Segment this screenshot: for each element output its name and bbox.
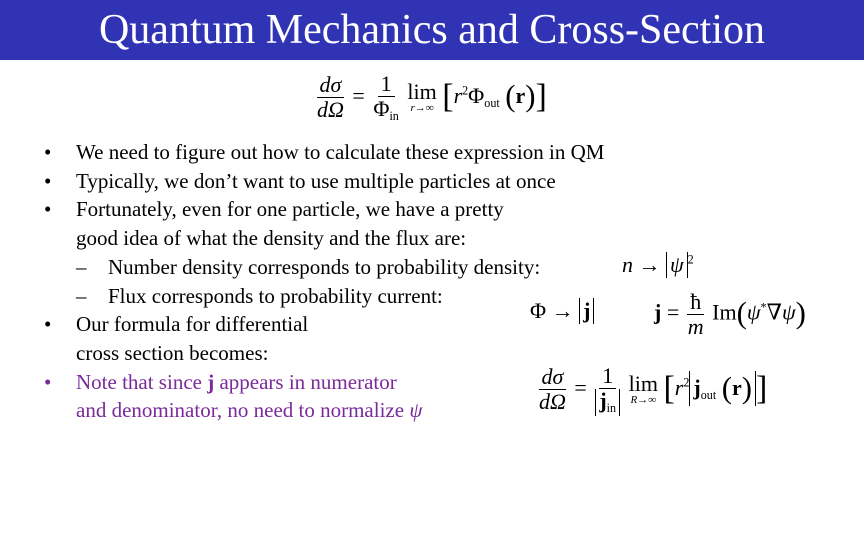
- bullet-bold-j: j: [207, 369, 215, 394]
- differential-cross-section-formula: $\frac{d\sigma}{d\Omega}$ = $\frac{1}{j_{in}}$ lim R→∞ [$r^2$ $j_{out}$ (r) ]: [539, 363, 768, 416]
- bullet-item: [44, 195, 604, 252]
- slide-title: Quantum Mechanics and Cross-Section: [98, 7, 766, 53]
- bullet-text: Our formula for differential: [76, 312, 309, 337]
- bullet-item: [44, 310, 604, 367]
- bullet-glyph: •: [44, 369, 52, 394]
- bullet-text: appears in numerator: [214, 369, 397, 394]
- bullet-text: Note that since: [76, 369, 208, 394]
- bullet-item: [44, 167, 604, 196]
- dash-glyph: –: [76, 283, 87, 308]
- bullet-text: Typically, we don’t want to use multiple particles at once: [76, 168, 556, 193]
- bullet-glyph: •: [44, 197, 52, 222]
- cross-section-definition-formula: $\frac{d\sigma}{d\Omega}$ = $\frac{1}{\Phi_{in}}$ lim r→∞ [$r^2\Phi_{out}$ (r)]: [317, 71, 547, 124]
- bullet-text: good idea of what the density and the flux are:: [76, 226, 467, 251]
- flux-formula: Φ → j: [530, 298, 594, 324]
- bullet-list: [44, 138, 604, 425]
- sub-bullet-item: [44, 282, 604, 311]
- bullet-text: cross section becomes:: [76, 340, 269, 365]
- bullet-glyph: •: [44, 168, 52, 193]
- bullet-item: [44, 138, 604, 167]
- sub-bullet-item: [44, 253, 604, 282]
- bullet-text: and denominator, no need to normalize: [76, 398, 410, 423]
- bullet-glyph: •: [44, 140, 52, 164]
- bullet-text: Fortunately, even for one particle, we have a pretty: [76, 197, 504, 222]
- bullet-glyph: •: [44, 312, 52, 337]
- dash-glyph: –: [76, 254, 87, 279]
- sub-bullet-text: Flux corresponds to probability current:: [108, 283, 443, 308]
- bullet-text: We need to figure out how to calculate these expression in QM: [76, 140, 605, 164]
- probability-current-formula: j = $\frac{ħ}{m}$ Im(ψ*∇ψ): [654, 289, 806, 340]
- bullet-psi: ψ: [409, 398, 423, 423]
- density-formula: n → ψ $^2$: [622, 252, 694, 277]
- sub-bullet-text: Number density corresponds to probability density:: [108, 254, 541, 279]
- bullet-item: [44, 368, 604, 425]
